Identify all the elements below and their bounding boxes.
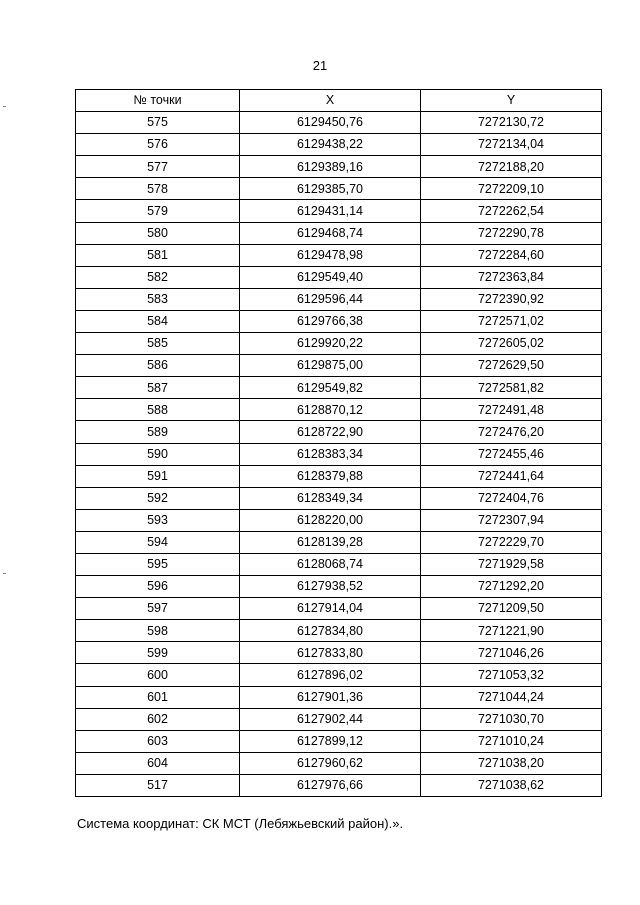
point-number-cell: 585 <box>76 333 240 355</box>
y-coordinate-cell: 7272262,54 <box>421 200 602 222</box>
x-coordinate-cell: 6129389,16 <box>240 156 421 178</box>
y-coordinate-cell: 7272290,78 <box>421 222 602 244</box>
point-number-cell: 603 <box>76 730 240 752</box>
y-coordinate-cell: 7272441,64 <box>421 465 602 487</box>
x-coordinate-cell: 6127976,66 <box>240 774 421 796</box>
y-coordinate-cell: 7272491,48 <box>421 399 602 421</box>
y-coordinate-cell: 7272134,04 <box>421 134 602 156</box>
table-row <box>76 377 602 399</box>
y-coordinate-cell: 7271046,26 <box>421 642 602 664</box>
point-number-cell: 586 <box>76 355 240 377</box>
table-row <box>76 664 602 686</box>
y-coordinate-cell: 7272130,72 <box>421 112 602 134</box>
table-row <box>76 222 602 244</box>
x-coordinate-cell: 6129549,82 <box>240 377 421 399</box>
point-number-cell: 577 <box>76 156 240 178</box>
x-coordinate-cell: 6127914,04 <box>240 598 421 620</box>
x-coordinate-cell: 6129385,70 <box>240 178 421 200</box>
x-coordinate-cell: 6127896,02 <box>240 664 421 686</box>
point-number-cell: 593 <box>76 509 240 531</box>
table-row <box>76 244 602 266</box>
table-body <box>76 112 602 797</box>
point-number-cell: 579 <box>76 200 240 222</box>
point-number-cell: 580 <box>76 222 240 244</box>
point-number-cell: 583 <box>76 288 240 310</box>
y-coordinate-cell: 7271209,50 <box>421 598 602 620</box>
y-coordinate-cell: 7271038,20 <box>421 752 602 774</box>
y-coordinate-cell: 7271038,62 <box>421 774 602 796</box>
table-row <box>76 598 602 620</box>
x-coordinate-cell: 6127902,44 <box>240 708 421 730</box>
point-number-cell: 587 <box>76 377 240 399</box>
x-coordinate-cell: 6127960,62 <box>240 752 421 774</box>
y-coordinate-cell: 7272390,92 <box>421 288 602 310</box>
y-coordinate-cell: 7272571,02 <box>421 310 602 332</box>
point-number-cell: 596 <box>76 576 240 598</box>
table-row <box>76 576 602 598</box>
table-row <box>76 620 602 642</box>
y-coordinate-cell: 7272629,50 <box>421 355 602 377</box>
column-header-y: Y <box>421 90 602 112</box>
table-row <box>76 553 602 575</box>
table-row <box>76 465 602 487</box>
x-coordinate-cell: 6129920,22 <box>240 333 421 355</box>
x-coordinate-cell: 6128068,74 <box>240 553 421 575</box>
column-header-point-number: № точки <box>76 90 240 112</box>
table-row <box>76 355 602 377</box>
table-row <box>76 509 602 531</box>
x-coordinate-cell: 6129549,40 <box>240 266 421 288</box>
x-coordinate-cell: 6128220,00 <box>240 509 421 531</box>
coordinate-system-note: Система координат: СК МСТ (Лебяжьевский район).». <box>77 816 404 831</box>
table-row <box>76 708 602 730</box>
x-coordinate-cell: 6128379,88 <box>240 465 421 487</box>
y-coordinate-cell: 7272476,20 <box>421 421 602 443</box>
x-coordinate-cell: 6129596,44 <box>240 288 421 310</box>
point-number-cell: 582 <box>76 266 240 288</box>
table-row <box>76 333 602 355</box>
y-coordinate-cell: 7271044,24 <box>421 686 602 708</box>
y-coordinate-cell: 7271010,24 <box>421 730 602 752</box>
y-coordinate-cell: 7271929,58 <box>421 553 602 575</box>
table-row <box>76 288 602 310</box>
table-row <box>76 399 602 421</box>
x-coordinate-cell: 6129450,76 <box>240 112 421 134</box>
point-number-cell: 576 <box>76 134 240 156</box>
y-coordinate-cell: 7272229,70 <box>421 531 602 553</box>
table-row <box>76 443 602 465</box>
point-number-cell: 575 <box>76 112 240 134</box>
point-number-cell: 601 <box>76 686 240 708</box>
point-number-cell: 600 <box>76 664 240 686</box>
page-number: 21 <box>312 58 328 73</box>
point-number-cell: 598 <box>76 620 240 642</box>
column-header-x: X <box>240 90 421 112</box>
point-number-cell: 602 <box>76 708 240 730</box>
y-coordinate-cell: 7272307,94 <box>421 509 602 531</box>
coordinates-table <box>75 89 602 797</box>
table-row <box>76 112 602 134</box>
table-row <box>76 178 602 200</box>
x-coordinate-cell: 6127901,36 <box>240 686 421 708</box>
table-row <box>76 686 602 708</box>
x-coordinate-cell: 6128870,12 <box>240 399 421 421</box>
table-header-row <box>76 90 602 112</box>
x-coordinate-cell: 6129438,22 <box>240 134 421 156</box>
x-coordinate-cell: 6128383,34 <box>240 443 421 465</box>
point-number-cell: 584 <box>76 310 240 332</box>
x-coordinate-cell: 6128722,90 <box>240 421 421 443</box>
point-number-cell: 590 <box>76 443 240 465</box>
point-number-cell: 592 <box>76 487 240 509</box>
table-row <box>76 642 602 664</box>
point-number-cell: 594 <box>76 531 240 553</box>
table-row <box>76 200 602 222</box>
scan-margin-mark <box>3 106 6 107</box>
table-row <box>76 730 602 752</box>
x-coordinate-cell: 6127833,80 <box>240 642 421 664</box>
y-coordinate-cell: 7272455,46 <box>421 443 602 465</box>
table-row <box>76 156 602 178</box>
x-coordinate-cell: 6127834,80 <box>240 620 421 642</box>
x-coordinate-cell: 6128139,28 <box>240 531 421 553</box>
point-number-cell: 581 <box>76 244 240 266</box>
scan-margin-mark <box>3 573 6 574</box>
x-coordinate-cell: 6129431,14 <box>240 200 421 222</box>
point-number-cell: 578 <box>76 178 240 200</box>
y-coordinate-cell: 7272581,82 <box>421 377 602 399</box>
point-number-cell: 595 <box>76 553 240 575</box>
table-row <box>76 531 602 553</box>
table-row <box>76 421 602 443</box>
point-number-cell: 588 <box>76 399 240 421</box>
y-coordinate-cell: 7272404,76 <box>421 487 602 509</box>
point-number-cell: 589 <box>76 421 240 443</box>
y-coordinate-cell: 7272284,60 <box>421 244 602 266</box>
table-row <box>76 752 602 774</box>
y-coordinate-cell: 7271053,32 <box>421 664 602 686</box>
x-coordinate-cell: 6129468,74 <box>240 222 421 244</box>
y-coordinate-cell: 7272188,20 <box>421 156 602 178</box>
x-coordinate-cell: 6128349,34 <box>240 487 421 509</box>
x-coordinate-cell: 6129766,38 <box>240 310 421 332</box>
x-coordinate-cell: 6127938,52 <box>240 576 421 598</box>
y-coordinate-cell: 7271221,90 <box>421 620 602 642</box>
point-number-cell: 597 <box>76 598 240 620</box>
point-number-cell: 599 <box>76 642 240 664</box>
y-coordinate-cell: 7271292,20 <box>421 576 602 598</box>
point-number-cell: 604 <box>76 752 240 774</box>
table-row <box>76 310 602 332</box>
point-number-cell: 591 <box>76 465 240 487</box>
table-row <box>76 774 602 796</box>
point-number-cell: 517 <box>76 774 240 796</box>
x-coordinate-cell: 6127899,12 <box>240 730 421 752</box>
y-coordinate-cell: 7272209,10 <box>421 178 602 200</box>
y-coordinate-cell: 7271030,70 <box>421 708 602 730</box>
x-coordinate-cell: 6129875,00 <box>240 355 421 377</box>
y-coordinate-cell: 7272605,02 <box>421 333 602 355</box>
table-row <box>76 487 602 509</box>
y-coordinate-cell: 7272363,84 <box>421 266 602 288</box>
table-row <box>76 134 602 156</box>
x-coordinate-cell: 6129478,98 <box>240 244 421 266</box>
table-row <box>76 266 602 288</box>
